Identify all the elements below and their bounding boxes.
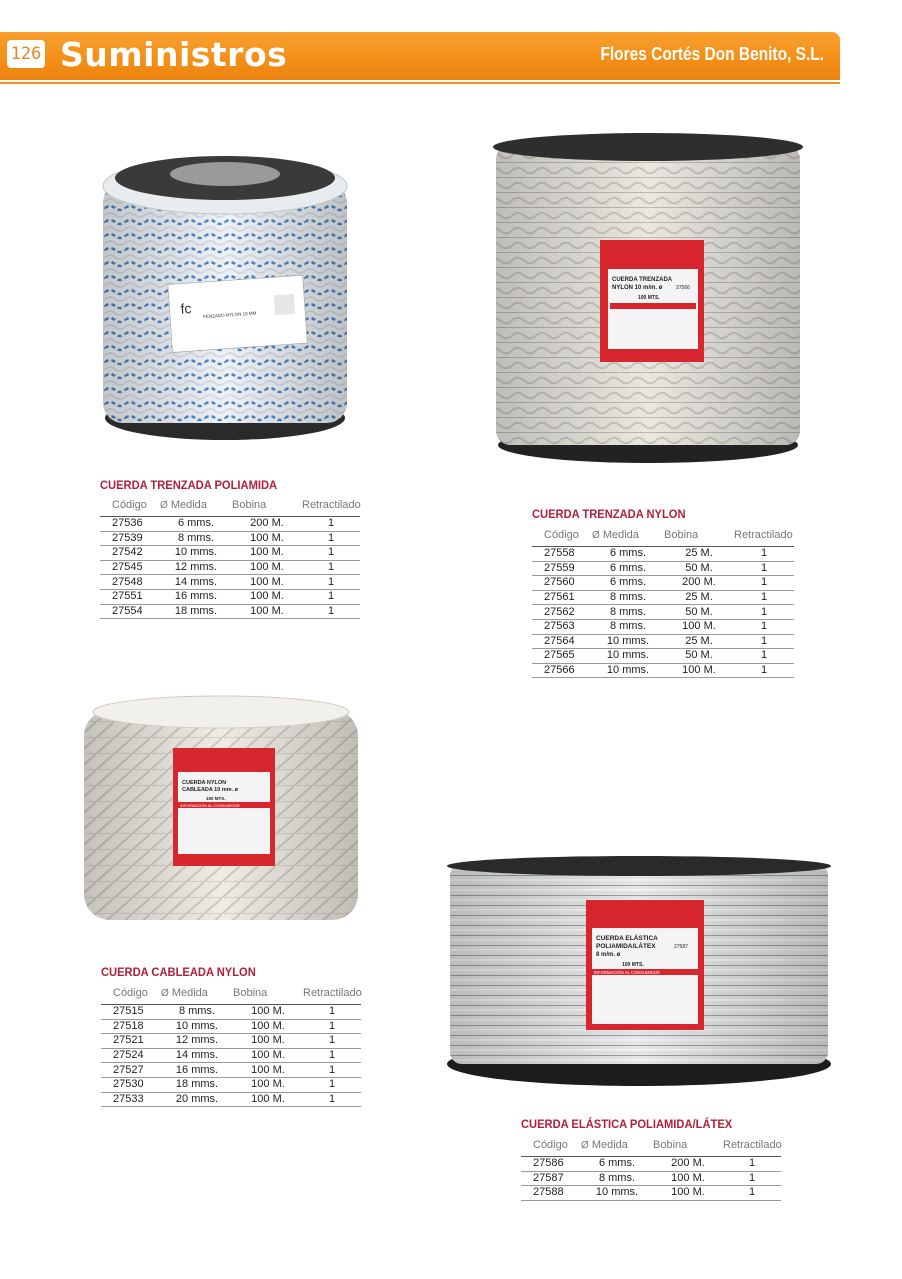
cell-measure: 10 mms. bbox=[592, 634, 664, 649]
column-header-reel: Bobina bbox=[653, 1137, 723, 1157]
cell-code: 27548 bbox=[100, 575, 160, 590]
product-title-nylon-braided: CUERDA TRENZADA NYLON bbox=[532, 507, 686, 521]
column-header-measure: Ø Medida bbox=[581, 1137, 653, 1157]
column-header-measure: Ø Medida bbox=[160, 497, 232, 517]
column-header-code: Código bbox=[532, 527, 592, 547]
table-row bbox=[532, 590, 794, 605]
column-header-measure: Ø Medida bbox=[161, 985, 233, 1005]
product-title-nylon-cabled: CUERDA CABLEADA NYLON bbox=[101, 965, 256, 979]
cell-shrink: 1 bbox=[303, 1019, 361, 1034]
cell-reel: 100 M. bbox=[232, 589, 302, 604]
cell-reel: 100 M. bbox=[664, 619, 734, 634]
cell-measure: 10 mms. bbox=[581, 1186, 653, 1201]
cell-code: 27515 bbox=[101, 1005, 161, 1020]
elastic-label-code: 27587 bbox=[674, 944, 688, 950]
table-row bbox=[532, 576, 794, 591]
table-row bbox=[532, 663, 794, 678]
table-row bbox=[100, 589, 360, 604]
cell-shrink: 1 bbox=[303, 1048, 361, 1063]
cell-measure: 14 mms. bbox=[160, 575, 232, 590]
table-row bbox=[532, 634, 794, 649]
elastic-label-line1: CUERDA ELÁSTICA bbox=[596, 935, 658, 942]
cell-shrink: 1 bbox=[303, 1005, 361, 1020]
cell-measure: 8 mms. bbox=[592, 590, 664, 605]
nylon-label-code: 27566 bbox=[676, 285, 690, 291]
cell-measure: 18 mms. bbox=[161, 1077, 233, 1092]
cell-shrink: 1 bbox=[734, 634, 794, 649]
cell-measure: 10 mms. bbox=[160, 546, 232, 561]
elastic-label-line2: POLIAMIDA/LÁTEX bbox=[596, 943, 656, 950]
cell-reel: 200 M. bbox=[664, 576, 734, 591]
spec-table-nylon-cabled bbox=[101, 985, 361, 1107]
company-name: Flores Cortés Don Benito, S.L. bbox=[600, 44, 824, 64]
cell-shrink: 1 bbox=[302, 604, 360, 619]
cell-reel: 100 M. bbox=[233, 1019, 303, 1034]
cabled-label-line1: CUERDA NYLON bbox=[182, 780, 227, 786]
column-header-code: Código bbox=[100, 497, 160, 517]
elastic-label-line3: 8 m/m. ø bbox=[596, 952, 621, 958]
table-row bbox=[532, 561, 794, 576]
cell-shrink: 1 bbox=[302, 589, 360, 604]
cell-code: 27539 bbox=[100, 531, 160, 546]
cell-shrink: 1 bbox=[734, 663, 794, 678]
cell-reel: 100 M. bbox=[664, 663, 734, 678]
cell-reel: 100 M. bbox=[232, 604, 302, 619]
cell-code: 27560 bbox=[532, 576, 592, 591]
cell-reel: 25 M. bbox=[664, 634, 734, 649]
cell-reel: 100 M. bbox=[233, 1048, 303, 1063]
cell-shrink: 1 bbox=[723, 1171, 781, 1186]
cell-shrink: 1 bbox=[734, 649, 794, 664]
cell-code: 27533 bbox=[101, 1092, 161, 1107]
cell-measure: 8 mms. bbox=[581, 1171, 653, 1186]
table-row bbox=[101, 1063, 361, 1078]
cell-reel: 50 M. bbox=[664, 649, 734, 664]
cell-measure: 8 mms. bbox=[592, 605, 664, 620]
cell-shrink: 1 bbox=[302, 560, 360, 575]
cell-measure: 8 mms. bbox=[160, 531, 232, 546]
cell-shrink: 1 bbox=[723, 1157, 781, 1172]
page-title: Suministros bbox=[60, 35, 288, 74]
cell-reel: 100 M. bbox=[233, 1034, 303, 1049]
cell-code: 27530 bbox=[101, 1077, 161, 1092]
cell-shrink: 1 bbox=[303, 1092, 361, 1107]
svg-text:fc: fc bbox=[180, 300, 192, 317]
column-header-reel: Bobina bbox=[233, 985, 303, 1005]
table-row bbox=[101, 1077, 361, 1092]
cell-measure: 16 mms. bbox=[160, 589, 232, 604]
diameter-icon: Ø bbox=[161, 988, 169, 999]
cell-measure: 12 mms. bbox=[160, 560, 232, 575]
cell-shrink: 1 bbox=[734, 576, 794, 591]
cell-code: 27562 bbox=[532, 605, 592, 620]
cell-measure: 6 mms. bbox=[581, 1157, 653, 1172]
cell-code: 27561 bbox=[532, 590, 592, 605]
cell-measure: 10 mms. bbox=[592, 663, 664, 678]
table-row bbox=[100, 517, 360, 532]
product-title-elastic: CUERDA ELÁSTICA POLIAMIDA/LÁTEX bbox=[521, 1117, 733, 1131]
cell-code: 27545 bbox=[100, 560, 160, 575]
cell-code: 27563 bbox=[532, 619, 592, 634]
diameter-icon: Ø bbox=[160, 500, 168, 511]
table-row bbox=[532, 605, 794, 620]
cell-reel: 100 M. bbox=[653, 1186, 723, 1201]
polyamide-reel-image bbox=[85, 148, 360, 450]
nylon-label-line3: 100 MTS. bbox=[638, 295, 660, 301]
table-row bbox=[521, 1186, 781, 1201]
cell-code: 27559 bbox=[532, 561, 592, 576]
cell-reel: 50 M. bbox=[664, 561, 734, 576]
column-header-code: Código bbox=[101, 985, 161, 1005]
cell-measure: 6 mms. bbox=[592, 547, 664, 562]
cell-measure: 10 mms. bbox=[592, 649, 664, 664]
product-title-polyamide: CUERDA TRENZADA POLIAMIDA bbox=[100, 478, 278, 492]
nylon-braided-reel-image bbox=[488, 133, 806, 465]
cell-code: 27564 bbox=[532, 634, 592, 649]
cell-shrink: 1 bbox=[723, 1186, 781, 1201]
nylon-label-line2: NYLON 10 m/m. ø bbox=[612, 285, 663, 291]
cell-shrink: 1 bbox=[303, 1063, 361, 1078]
table-row bbox=[100, 575, 360, 590]
cell-reel: 100 M. bbox=[233, 1077, 303, 1092]
cell-code: 27566 bbox=[532, 663, 592, 678]
cell-code: 27551 bbox=[100, 589, 160, 604]
cell-shrink: 1 bbox=[734, 561, 794, 576]
cell-code: 27558 bbox=[532, 547, 592, 562]
cell-reel: 100 M. bbox=[233, 1092, 303, 1107]
column-header-shrink: Retractilado bbox=[723, 1137, 781, 1157]
cell-measure: 20 mms. bbox=[161, 1092, 233, 1107]
cell-shrink: 1 bbox=[734, 605, 794, 620]
table-row bbox=[532, 649, 794, 664]
table-row bbox=[100, 546, 360, 561]
table-row bbox=[532, 619, 794, 634]
cell-reel: 100 M. bbox=[232, 531, 302, 546]
cell-shrink: 1 bbox=[303, 1034, 361, 1049]
cell-measure: 14 mms. bbox=[161, 1048, 233, 1063]
spec-table-elastic bbox=[521, 1137, 781, 1201]
product-photo-nylon-braided bbox=[488, 133, 806, 465]
cabled-label-line3: 100 MTS. bbox=[206, 796, 226, 801]
table-row bbox=[101, 1092, 361, 1107]
table-row bbox=[101, 1019, 361, 1034]
table-row bbox=[101, 1005, 361, 1020]
cell-measure: 6 mms. bbox=[160, 517, 232, 532]
product-photo-elastic bbox=[442, 856, 836, 1088]
column-header-reel: Bobina bbox=[232, 497, 302, 517]
cell-shrink: 1 bbox=[302, 517, 360, 532]
cell-code: 27524 bbox=[101, 1048, 161, 1063]
cell-shrink: 1 bbox=[302, 546, 360, 561]
cell-measure: 16 mms. bbox=[161, 1063, 233, 1078]
cell-reel: 50 M. bbox=[664, 605, 734, 620]
cell-shrink: 1 bbox=[303, 1077, 361, 1092]
cell-measure: 6 mms. bbox=[592, 576, 664, 591]
cell-code: 27587 bbox=[521, 1171, 581, 1186]
cell-reel: 100 M. bbox=[233, 1063, 303, 1078]
cabled-label-line4: INFORMACIÓN AL CONSUMIDOR bbox=[180, 804, 240, 808]
cabled-label-line2: CABLEADA 10 mm. ø bbox=[182, 787, 239, 793]
cell-reel: 100 M. bbox=[233, 1005, 303, 1020]
polyamide-label-text: FENZADO NYLON 10 MM bbox=[203, 310, 257, 320]
elastic-label-line5: INFORMACIÓN AL CONSUMIDOR bbox=[594, 970, 660, 975]
cell-reel: 100 M. bbox=[232, 560, 302, 575]
cell-code: 27521 bbox=[101, 1034, 161, 1049]
diameter-icon: Ø bbox=[592, 530, 600, 541]
cell-measure: 6 mms. bbox=[592, 561, 664, 576]
product-photo-polyamide bbox=[85, 148, 360, 450]
column-header-reel: Bobina bbox=[664, 527, 734, 547]
header-underline bbox=[0, 82, 840, 84]
table-row bbox=[532, 547, 794, 562]
table-row bbox=[101, 1048, 361, 1063]
cell-shrink: 1 bbox=[302, 575, 360, 590]
cell-measure: 18 mms. bbox=[160, 604, 232, 619]
table-row bbox=[100, 604, 360, 619]
cell-code: 27527 bbox=[101, 1063, 161, 1078]
nylon-label-line1: CUERDA TRENZADA bbox=[612, 277, 673, 283]
cell-reel: 25 M. bbox=[664, 590, 734, 605]
table-row bbox=[100, 560, 360, 575]
table-row bbox=[100, 531, 360, 546]
table-row bbox=[521, 1157, 781, 1172]
page-number: 126 bbox=[7, 40, 45, 68]
column-header-shrink: Retractilado bbox=[734, 527, 794, 547]
table-row bbox=[521, 1171, 781, 1186]
column-header-measure: Ø Medida bbox=[592, 527, 664, 547]
cell-measure: 10 mms. bbox=[161, 1019, 233, 1034]
column-header-shrink: Retractilado bbox=[302, 497, 360, 517]
cell-measure: 8 mms. bbox=[161, 1005, 233, 1020]
cell-measure: 8 mms. bbox=[592, 619, 664, 634]
cell-code: 27518 bbox=[101, 1019, 161, 1034]
cell-code: 27565 bbox=[532, 649, 592, 664]
cell-measure: 12 mms. bbox=[161, 1034, 233, 1049]
elastic-label-line4: 100 MTS. bbox=[622, 962, 644, 968]
cell-reel: 25 M. bbox=[664, 547, 734, 562]
spec-table-nylon-braided bbox=[532, 527, 794, 678]
cell-reel: 200 M. bbox=[232, 517, 302, 532]
diameter-icon: Ø bbox=[581, 1140, 589, 1151]
cell-code: 27586 bbox=[521, 1157, 581, 1172]
cell-code: 27588 bbox=[521, 1186, 581, 1201]
cell-code: 27542 bbox=[100, 546, 160, 561]
cell-reel: 100 M. bbox=[232, 575, 302, 590]
column-header-code: Código bbox=[521, 1137, 581, 1157]
cell-shrink: 1 bbox=[734, 590, 794, 605]
cell-code: 27554 bbox=[100, 604, 160, 619]
nylon-cabled-reel-image bbox=[78, 690, 363, 930]
cell-reel: 100 M. bbox=[653, 1171, 723, 1186]
cell-reel: 200 M. bbox=[653, 1157, 723, 1172]
column-header-shrink: Retractilado bbox=[303, 985, 361, 1005]
cell-code: 27536 bbox=[100, 517, 160, 532]
table-row bbox=[101, 1034, 361, 1049]
cell-shrink: 1 bbox=[734, 547, 794, 562]
product-photo-nylon-cabled bbox=[78, 690, 363, 930]
spec-table-polyamide bbox=[100, 497, 360, 619]
cell-reel: 100 M. bbox=[232, 546, 302, 561]
cell-shrink: 1 bbox=[734, 619, 794, 634]
elastic-reel-image bbox=[442, 856, 836, 1088]
cell-shrink: 1 bbox=[302, 531, 360, 546]
